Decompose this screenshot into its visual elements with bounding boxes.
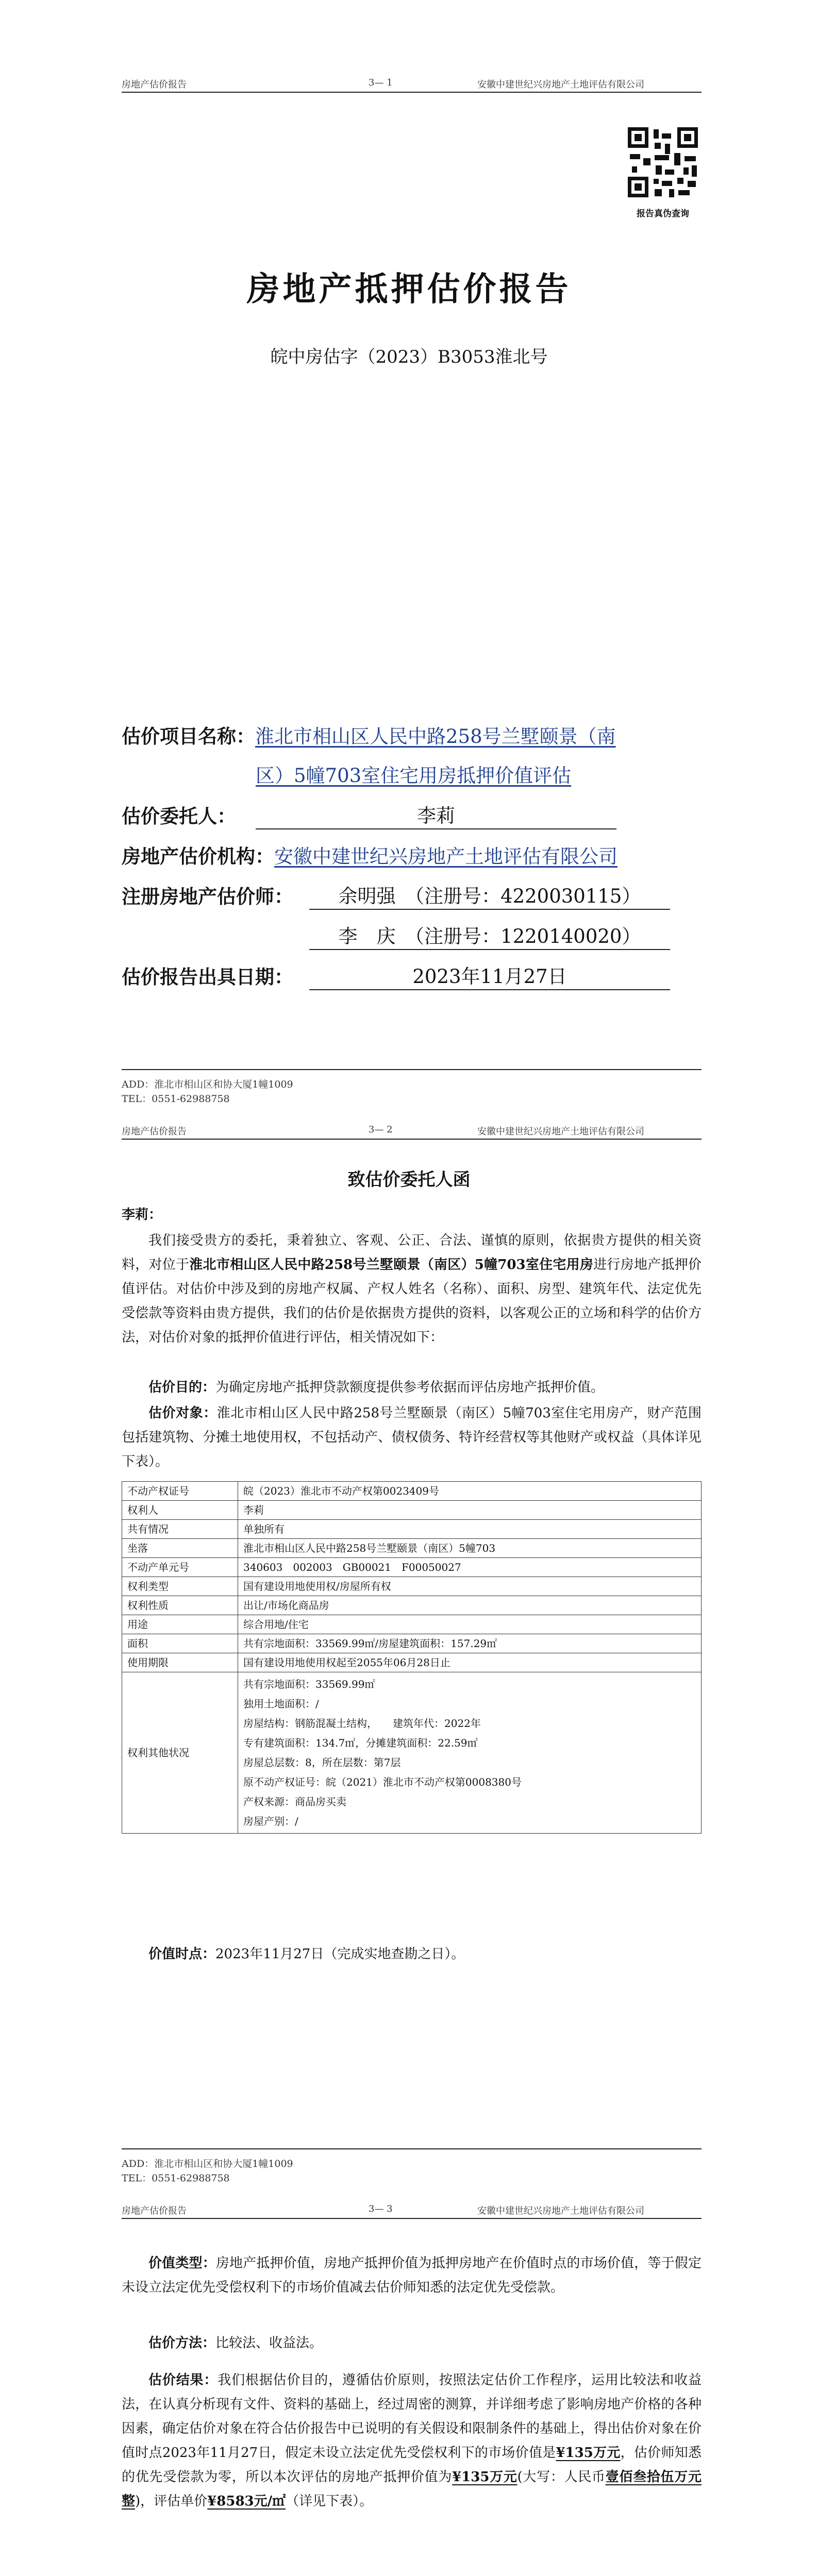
purpose-label: 估价目的： — [148, 1380, 216, 1395]
agency-label: 房地产估价机构： — [122, 845, 274, 868]
property-key: 不动产单元号 — [122, 1558, 238, 1577]
appraiser-2: 李 庆 （注册号：1220140020） — [309, 924, 670, 950]
page2-footer-tel: TEL：0551-62988758 — [122, 2173, 230, 2184]
property-key: 权利人 — [122, 1501, 238, 1520]
letter-intro — [122, 1229, 702, 1350]
property-row — [122, 1596, 702, 1615]
other-status-line: 共有宗地面积：33569.99㎡ — [243, 1678, 375, 1690]
appraiser-label: 注册房地产估价师： — [122, 885, 293, 908]
value-type-label: 价值类型： — [148, 2256, 216, 2271]
report-title: 房地产抵押估价报告 — [246, 270, 572, 309]
result-label: 估价结果： — [148, 2372, 218, 2388]
page1-footer-tel: TEL：0551-62988758 — [122, 1093, 230, 1105]
property-row — [122, 1558, 702, 1577]
property-row — [122, 1482, 702, 1501]
page3-header-right: 安徽中建世纪兴房地产土地评估有限公司 — [477, 2206, 644, 2216]
result-text-2: ，估价师知悉的优先受偿款为零，所以本次评估的房地产抵押价值为 — [122, 2445, 702, 2485]
page1-header-rule — [122, 92, 702, 93]
result-text-4: )，评估单价 — [135, 2494, 208, 2509]
property-value: 340603 002003 GB00021 F00050027 — [238, 1558, 702, 1577]
letter-heading: 致估价委托人函 — [347, 1170, 471, 1190]
page3-header-page: 3— 3 — [369, 2204, 393, 2214]
property-key: 不动产权证号 — [122, 1482, 238, 1501]
property-row — [122, 1653, 702, 1672]
intro-property-address: 淮北市相山区人民中路258号兰墅颐景（南区）5幢703室住宅用房 — [189, 1257, 594, 1273]
property-value: 淮北市相山区人民中路258号兰墅颐景（南区）5幢703 — [238, 1539, 702, 1558]
page1-footer-rule — [122, 1069, 702, 1070]
result-text-5: （详见下表）。 — [286, 2494, 373, 2509]
appraiser-1: 余明强 （注册号：4220030115） — [309, 884, 670, 910]
property-key: 使用期限 — [122, 1653, 238, 1672]
other-status-line: 房屋产别：/ — [243, 1815, 298, 1827]
other-status-line: 原不动产权证号：皖（2021）淮北市不动产权第0008380号 — [243, 1776, 522, 1788]
property-key: 权利类型 — [122, 1577, 238, 1596]
intro-text-1: 我们接受贵方的委托，秉着独立、客观、公正、合法、谨慎的原则，依据贵方提供的相关资料，对位于 — [122, 1233, 702, 1273]
property-value: 出让/市场化商品房 — [238, 1596, 702, 1615]
result-text-3: (大写：人民币 — [517, 2469, 606, 2485]
property-key: 共有情况 — [122, 1520, 238, 1539]
value-type-paragraph — [122, 2251, 702, 2300]
property-table — [122, 1481, 702, 1834]
agency-value: 安徽中建世纪兴房地产土地评估有限公司 — [274, 845, 617, 868]
property-value: 李莉 — [238, 1501, 702, 1520]
page2-footer-rule — [122, 2148, 702, 2149]
purpose-text: 为确定房地产抵押贷款额度提供参考依据而评估房地产抵押价值。 — [215, 1380, 605, 1395]
agency-row — [122, 844, 617, 869]
client-label: 估价委托人： — [122, 805, 236, 827]
property-value: 综合用地/住宅 — [238, 1615, 702, 1634]
property-value: 单独所有 — [238, 1520, 702, 1539]
page2-header-rule — [122, 1139, 702, 1140]
page1-header-page: 3— 1 — [369, 77, 393, 88]
other-status-row — [122, 1672, 702, 1834]
page2-header-page: 3— 2 — [369, 1124, 393, 1135]
property-value: 皖（2023）淮北市不动产权第0023409号 — [238, 1482, 702, 1501]
property-key: 用途 — [122, 1615, 238, 1634]
other-status-line: 专有建筑面积：134.7㎡，分摊建筑面积：22.59㎡ — [243, 1737, 478, 1749]
other-status-label: 权利其他状况 — [122, 1672, 238, 1834]
page2-header-right: 安徽中建世纪兴房地产土地评估有限公司 — [477, 1126, 644, 1137]
project-name-row — [122, 724, 720, 749]
report-date-row — [122, 964, 293, 990]
property-value: 共有宗地面积：33569.99㎡/房屋建筑面积：157.29㎡ — [238, 1634, 702, 1653]
result-paragraph — [122, 2368, 702, 2514]
other-status-line: 产权来源：商品房买卖 — [243, 1795, 346, 1808]
property-row — [122, 1634, 702, 1653]
property-key: 面积 — [122, 1634, 238, 1653]
object-text: 淮北市相山区人民中路258号兰墅颐景（南区）5幢703室住宅用房产，财产范围包括建筑物、分摊土地使用权，不包括动产、债权债务、特许经营权等其他财产或权益（具体详见下表）。 — [122, 1405, 702, 1469]
page2-header-left: 房地产估价报告 — [122, 1126, 187, 1137]
method-text: 比较法、收益法。 — [215, 2335, 323, 2351]
appraiser-row — [122, 884, 293, 909]
purpose-paragraph — [122, 1376, 702, 1400]
project-name-label: 估价项目名称： — [122, 725, 255, 748]
other-status-value — [238, 1672, 702, 1834]
property-key: 权利性质 — [122, 1596, 238, 1615]
report-date-label: 估价报告出具日期： — [122, 965, 293, 988]
page1-footer-address: ADD：淮北市相山区和协大厦1幢1009 — [122, 1079, 293, 1090]
property-row — [122, 1501, 702, 1520]
other-status-line: 房屋总层数：8，所在层数：第7层 — [243, 1756, 401, 1769]
mortgage-value: ¥135万元 — [452, 2469, 517, 2485]
client-value: 李莉 — [256, 804, 616, 829]
method-paragraph — [122, 2331, 702, 2355]
qr-caption: 报告真伪查询 — [637, 209, 689, 219]
other-status-line: 独用土地面积：/ — [243, 1698, 319, 1710]
page1-header-left: 房地产估价报告 — [122, 79, 187, 90]
object-label: 估价对象： — [148, 1405, 217, 1421]
page1-header-right: 安徽中建世纪兴房地产土地评估有限公司 — [477, 79, 644, 90]
property-value: 国有建设用地使用权起至2055年06月28日止 — [238, 1653, 702, 1672]
unit-price: ¥8583元/㎡ — [207, 2494, 286, 2509]
value-time-text: 2023年11月27日（完成实地查勘之日）。 — [215, 1946, 465, 1962]
mortgage-value-words: 壹佰叁拾伍万元整 — [122, 2469, 702, 2509]
other-status-line: 房屋结构：钢筋混凝土结构， 建筑年代：2022年 — [243, 1717, 481, 1730]
client-row — [122, 804, 236, 829]
project-name-line1: 淮北市相山区人民中路258号兰墅颐景（南 — [255, 725, 616, 748]
report-number: 皖中房估字（2023）B3053淮北号 — [270, 347, 548, 367]
property-row — [122, 1577, 702, 1596]
value-time-label: 价值时点： — [148, 1946, 216, 1962]
project-name-line2: 区）5幢703室住宅用房抵押价值评估 — [256, 765, 572, 787]
market-value: ¥135万元 — [556, 2445, 621, 2461]
property-row — [122, 1520, 702, 1539]
letter-salutation: 李莉： — [122, 1207, 162, 1223]
method-label: 估价方法： — [148, 2335, 216, 2351]
property-row — [122, 1539, 702, 1558]
property-key: 坐落 — [122, 1539, 238, 1558]
property-value: 国有建设用地使用权/房屋所有权 — [238, 1577, 702, 1596]
qr-code[interactable] — [628, 127, 698, 197]
project-name-row2 — [256, 764, 571, 788]
result-text-1: 我们根据估价目的，遵循估价原则，按照法定估价工作程序，运用比较法和收益法，在认真分析现有文件、资料的基础上，经过周密的测算，并详细考虑了影响房地产价格的各种因素，确定估价对象在符合估价报告中已说明的有关假设和限制条件的基础上，得出估价对象在价值时点2023年11月27日，假定未设立法定优先受偿权利下的市场价值是 — [122, 2372, 702, 2461]
intro-text-2: 进行房地产抵押价值评估。对估价中涉及到的房地产权属、产权人姓名（名称）、面积、房型、建筑年代、法定优先受偿款等资料由贵方提供，我们的估价是依据贵方提供的资料，以客观公正的立场和科学的估价方法，对估价对象的抵押价值进行评估，相关情况如下： — [122, 1257, 702, 1345]
object-paragraph — [122, 1401, 702, 1474]
page2-footer-address: ADD：淮北市相山区和协大厦1幢1009 — [122, 2158, 293, 2170]
page3-header-left: 房地产估价报告 — [122, 2206, 187, 2216]
value-time-paragraph — [122, 1942, 702, 1967]
property-row — [122, 1615, 702, 1634]
value-type-text: 房地产抵押价值，房地产抵押价值为抵押房地产在价值时点的市场价值，等于假定未设立法定优先受偿权利下的市场价值减去估价师知悉的法定优先受偿款。 — [122, 2256, 702, 2295]
page3-header-rule — [122, 2218, 702, 2219]
report-date-value: 2023年11月27日 — [309, 964, 670, 990]
